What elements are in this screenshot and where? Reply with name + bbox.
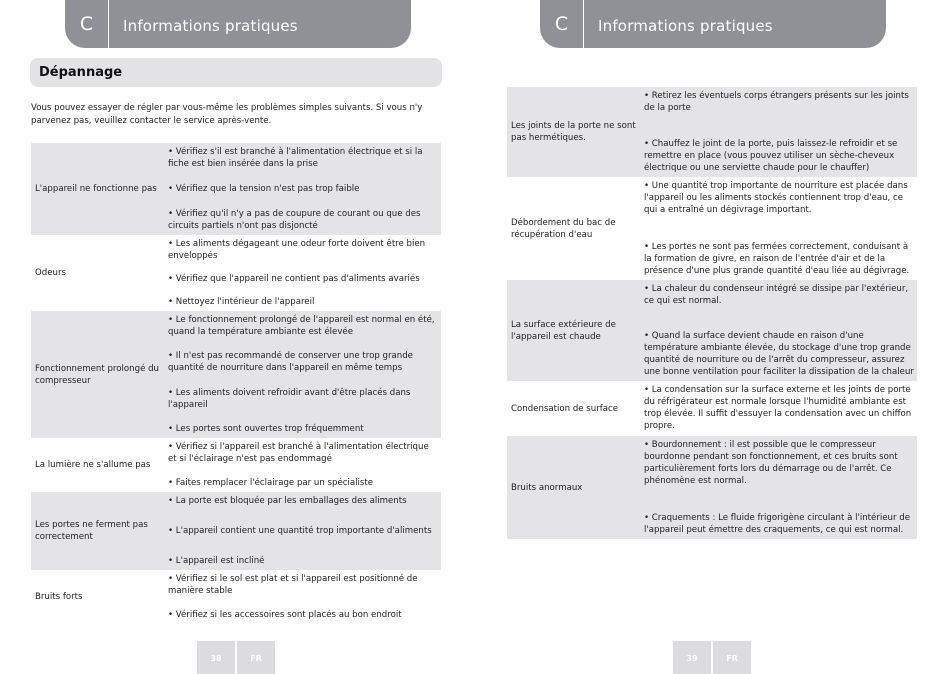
table-row — [507, 436, 917, 539]
solution-item: • Vérifiez si l'appareil est branché à l'alimentation électrique et si l'éclairage n'est pas endommagé — [168, 442, 429, 464]
solution-list — [644, 381, 917, 436]
solution-item: • Quand la surface devient chaude en raison d'une température ambiante élevée, du stockage d'une trop grande quantité de nourriture ou de l'arrêt du compresseur, assurez une bonne ventilation pour faciliter la dissipation de la chaleur — [644, 331, 914, 377]
solution-item: • La condensation sur la surface externe et les joints de porte du réfrigérateur est normale lorsque l'humidité ambiante est trop élevée. Il suffit d'essuyer la condensation avec un chiffon propre. — [644, 385, 912, 431]
chapter-letter: C — [65, 0, 109, 48]
solution-item: • Vérifiez que la tension n'est pas trop faible — [168, 184, 360, 194]
solution-item: • Retirez les éventuels corps étrangers présents sur les joints de la porte — [644, 91, 909, 113]
language-code: FR — [713, 641, 751, 674]
table-row — [31, 143, 441, 235]
solution-item: • Bourdonnement : il est possible que le compresseur bourdonne pendant son fonctionnement, et ces bruits sont particulièrement forts lors du démarrage ou de l'arrêt. Ce phénomène est normal. — [644, 440, 898, 486]
solution-list — [168, 570, 441, 624]
section-title: Dépannage — [39, 65, 123, 80]
table-row — [507, 280, 917, 381]
solution-list — [168, 235, 441, 311]
solution-list — [644, 87, 917, 177]
page-folio — [673, 641, 751, 674]
page-number: 38 — [197, 641, 235, 674]
solution-item: • La chaleur du condenseur intégré se dissipe par l'extérieur, ce qui est normal. — [644, 284, 909, 306]
solution-item: • Vérifiez qu'il n'y a pas de coupure de courant ou que des circuits partiels n'ont pas disjoncté — [168, 209, 421, 231]
solution-item: • Vérifiez que l'appareil ne contient pas d'aliments avariés — [168, 274, 420, 284]
problem-label: Bruits anormaux — [511, 482, 583, 493]
solution-item: • Chauffez le joint de la porte, puis laissez-le refroidir et se remettre en place (vous pouvez utiliser un sèche-cheveux électrique ou une serviette chaude pour le chauffer) — [644, 139, 898, 173]
table-row — [31, 570, 441, 624]
solution-item: • Les aliments doivent refroidir avant d'être placés dans l'appareil — [168, 387, 411, 410]
chapter-header — [540, 0, 886, 48]
solution-list — [168, 311, 441, 438]
section-heading — [30, 58, 442, 87]
chapter-letter: C — [540, 0, 584, 48]
problem-label: Fonctionnement prolongé du compresseur — [35, 363, 159, 386]
problem-label: La surface extérieure de l'appareil est chaude — [511, 319, 616, 342]
chapter-header — [65, 0, 411, 48]
solution-list — [168, 143, 441, 235]
problem-label: Les portes ne ferment pas correctement — [35, 520, 148, 542]
solution-item: • Vérifiez si le sol est plat et si l'appareil est positionné de manière stable — [168, 574, 418, 596]
solution-list — [644, 436, 917, 539]
solution-list — [168, 438, 441, 492]
solution-item: • L'appareil contient une quantité trop importante d'aliments — [168, 526, 432, 536]
solution-item: • La porte est bloquée par les emballages des aliments — [168, 496, 407, 506]
table-row — [31, 235, 441, 311]
table-row — [31, 438, 441, 492]
solution-item: • L'appareil est incliné — [168, 556, 265, 566]
solution-item: • Faites remplacer l'éclairage par un spécialiste — [168, 478, 374, 488]
solution-item: • Les aliments dégageant une odeur forte doivent être bien enveloppés — [168, 239, 426, 261]
solution-item: • Une quantité trop importante de nourriture est placée dans l'appareil ou les aliments stockés contiennent trop d'eau, ce qui a entraîné un dégivrage important. — [644, 181, 908, 215]
solution-item: • Vérifiez si les accessoires sont placés au bon endroit — [168, 610, 402, 620]
problem-label: Les joints de la porte ne sont pas hermétiques. — [511, 121, 636, 143]
problem-label: Condensation de surface — [511, 403, 619, 414]
language-code: FR — [237, 641, 275, 674]
table-row — [31, 492, 441, 570]
problem-label: Odeurs — [35, 268, 66, 278]
solution-item: • Nettoyez l'intérieur de l'appareil — [168, 297, 315, 307]
solution-item: • Les portes ne sont pas fermées correctement, conduisant à la formation de givre, en raison de l'entrée d'air et de la présence d'une plus grande quantité d'eau liée au dégivrage. — [644, 242, 910, 276]
chapter-title: Informations pratiques — [123, 17, 298, 35]
solution-list — [644, 177, 917, 280]
table-row — [507, 381, 917, 436]
intro-text: Vous pouvez essayer de régler par vous-même les problèmes simples suivants. Si vous n'y parvenez pas, veuillez contacter le service après-vente. — [31, 103, 423, 126]
solution-list — [168, 492, 441, 570]
page-number: 39 — [673, 641, 711, 674]
problem-label: Bruits forts — [35, 592, 83, 602]
chapter-title: Informations pratiques — [598, 17, 773, 35]
solution-list — [644, 280, 917, 381]
problem-label: L'appareil ne fonctionne pas — [35, 184, 157, 194]
page-folio — [197, 641, 275, 674]
right-page — [475, 0, 950, 674]
table-row — [507, 177, 917, 280]
solution-item: • Il n'est pas recommandé de conserver une trop grande quantité de nourriture dans l'appareil en même temps — [168, 351, 413, 374]
table-row — [31, 311, 441, 438]
solution-item: • Les portes sont ouvertes trop fréquemment — [168, 423, 364, 434]
solution-item: • Craquements : Le fluide frigorigène circulant à l'intérieur de l'appareil peut émettre des craquements, ce qui est normal. — [644, 513, 910, 535]
solution-item: • Le fonctionnement prolongé de l'appareil est normal en été, quand la température ambiante est élevée — [168, 315, 435, 337]
table-row — [507, 87, 917, 177]
solution-item: • Vérifiez s'il est branché à l'alimentation électrique et si la fiche est bien insérée dans la prise — [168, 147, 423, 169]
problem-label: La lumière ne s'allume pas — [35, 460, 151, 470]
problem-label: Débordement du bac de récupération d'eau — [511, 217, 616, 240]
